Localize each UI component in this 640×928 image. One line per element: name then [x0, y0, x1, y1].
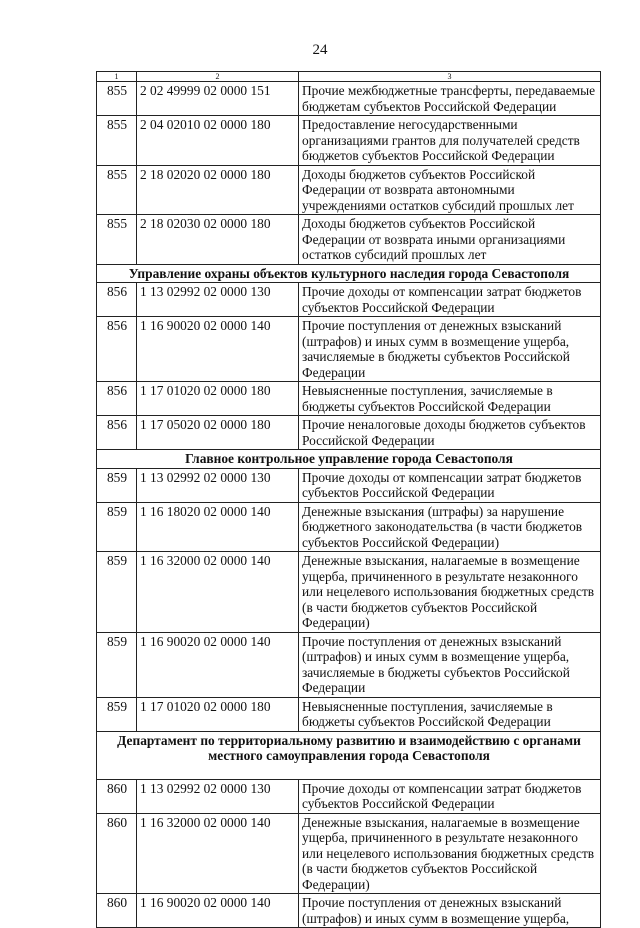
- budget-classification-code-cell: 2 18 02030 02 0000 180: [137, 215, 299, 265]
- revenue-description-cell: Невыясненные поступления, зачисляемые в бюджеты субъектов Российской Федерации: [299, 382, 601, 416]
- table-row: [97, 697, 601, 731]
- column-number-3: 3: [299, 72, 601, 82]
- revenue-description-cell: Прочие межбюджетные трансферты, передаваемые бюджетам субъектов Российской Федерации: [299, 82, 601, 116]
- page-number: 24: [312, 42, 328, 58]
- revenue-description-cell: Прочие доходы от компенсации затрат бюджетов субъектов Российской Федерации: [299, 283, 601, 317]
- admin-code-cell: 859: [97, 502, 137, 552]
- revenue-description-cell: Прочие поступления от денежных взысканий (штрафов) и иных сумм в возмещение ущерба, зачисляемые в бюджеты субъектов Российской Федерации: [299, 317, 601, 382]
- admin-code-cell: 860: [97, 894, 137, 928]
- admin-code-cell: 855: [97, 82, 137, 116]
- table-row: [97, 632, 601, 697]
- budget-classification-code-cell: 1 16 18020 02 0000 140: [137, 502, 299, 552]
- section-header-row: [97, 264, 601, 283]
- budget-classification-code-cell: 2 02 49999 02 0000 151: [137, 82, 299, 116]
- table-body: [97, 72, 601, 928]
- table-row: [97, 779, 601, 813]
- section-title: Главное контрольное управление города Севастополя: [97, 450, 601, 469]
- admin-code-cell: 859: [97, 697, 137, 731]
- admin-code-cell: 859: [97, 468, 137, 502]
- table-row: [97, 382, 601, 416]
- table-row: [97, 82, 601, 116]
- revenue-description-cell: Прочие неналоговые доходы бюджетов субъектов Российской Федерации: [299, 416, 601, 450]
- revenue-description-cell: Невыясненные поступления, зачисляемые в бюджеты субъектов Российской Федерации: [299, 697, 601, 731]
- revenue-description-cell: Денежные взыскания, налагаемые в возмещение ущерба, причиненного в результате незаконного или нецелевого использования бюджетных средств (в части бюджетов субъектов Российской Федерации): [299, 813, 601, 894]
- budget-classification-code-cell: 1 13 02992 02 0000 130: [137, 468, 299, 502]
- budget-classification-code-cell: 1 13 02992 02 0000 130: [137, 283, 299, 317]
- budget-classification-code-cell: 1 16 90020 02 0000 140: [137, 894, 299, 928]
- admin-code-cell: 859: [97, 632, 137, 697]
- table-row: [97, 116, 601, 166]
- revenue-codes-table: [96, 71, 601, 928]
- table-row: [97, 215, 601, 265]
- revenue-description-cell: Денежные взыскания, налагаемые в возмещение ущерба, причиненного в результате незаконного или нецелевого использования бюджетных средств (в части бюджетов субъектов Российской Федерации): [299, 552, 601, 633]
- table-row: [97, 894, 601, 928]
- table-row: [97, 317, 601, 382]
- table-row: [97, 552, 601, 633]
- budget-classification-code-cell: 1 16 90020 02 0000 140: [137, 317, 299, 382]
- admin-code-cell: 860: [97, 779, 137, 813]
- budget-classification-code-cell: 1 13 02992 02 0000 130: [137, 779, 299, 813]
- admin-code-cell: 859: [97, 552, 137, 633]
- admin-code-cell: 860: [97, 813, 137, 894]
- revenue-description-cell: Доходы бюджетов субъектов Российской Федерации от возврата иными организациями остатков субсидий прошлых лет: [299, 215, 601, 265]
- revenue-description-cell: Прочие поступления от денежных взысканий (штрафов) и иных сумм в возмещение ущерба,: [299, 894, 601, 928]
- section-header-row: [97, 731, 601, 779]
- admin-code-cell: 855: [97, 116, 137, 166]
- budget-classification-code-cell: 2 18 02020 02 0000 180: [137, 165, 299, 215]
- column-number-2: 2: [137, 72, 299, 82]
- table-row: [97, 165, 601, 215]
- budget-classification-code-cell: 2 04 02010 02 0000 180: [137, 116, 299, 166]
- budget-classification-code-cell: 1 16 32000 02 0000 140: [137, 813, 299, 894]
- admin-code-cell: 856: [97, 317, 137, 382]
- table-row: [97, 416, 601, 450]
- revenue-description-cell: Доходы бюджетов субъектов Российской Федерации от возврата автономными учреждениями остатков субсидий прошлых лет: [299, 165, 601, 215]
- table-row: [97, 283, 601, 317]
- column-number-row: [97, 72, 601, 82]
- revenue-description-cell: Прочие доходы от компенсации затрат бюджетов субъектов Российской Федерации: [299, 468, 601, 502]
- column-number-1: 1: [97, 72, 137, 82]
- admin-code-cell: 855: [97, 165, 137, 215]
- table-row: [97, 468, 601, 502]
- budget-classification-code-cell: 1 17 01020 02 0000 180: [137, 697, 299, 731]
- section-header-row: [97, 450, 601, 469]
- admin-code-cell: 855: [97, 215, 137, 265]
- revenue-description-cell: Прочие доходы от компенсации затрат бюджетов субъектов Российской Федерации: [299, 779, 601, 813]
- table-row: [97, 502, 601, 552]
- revenue-description-cell: Предоставление негосударственными организациями грантов для получателей средств бюджетов субъектов Российской Федерации: [299, 116, 601, 166]
- budget-classification-code-cell: 1 17 01020 02 0000 180: [137, 382, 299, 416]
- budget-classification-code-cell: 1 16 90020 02 0000 140: [137, 632, 299, 697]
- section-title: Департамент по территориальному развитию и взаимодействию с органами местного самоуправления города Севастополя: [97, 731, 601, 779]
- admin-code-cell: 856: [97, 382, 137, 416]
- revenue-description-cell: Денежные взыскания (штрафы) за нарушение бюджетного законодательства (в части бюджетов субъектов Российской Федерации): [299, 502, 601, 552]
- admin-code-cell: 856: [97, 283, 137, 317]
- admin-code-cell: 856: [97, 416, 137, 450]
- revenue-description-cell: Прочие поступления от денежных взысканий (штрафов) и иных сумм в возмещение ущерба, зачисляемые в бюджеты субъектов Российской Федерации: [299, 632, 601, 697]
- section-title: Управление охраны объектов культурного наследия города Севастополя: [97, 264, 601, 283]
- table-row: [97, 813, 601, 894]
- budget-classification-code-cell: 1 16 32000 02 0000 140: [137, 552, 299, 633]
- budget-classification-code-cell: 1 17 05020 02 0000 180: [137, 416, 299, 450]
